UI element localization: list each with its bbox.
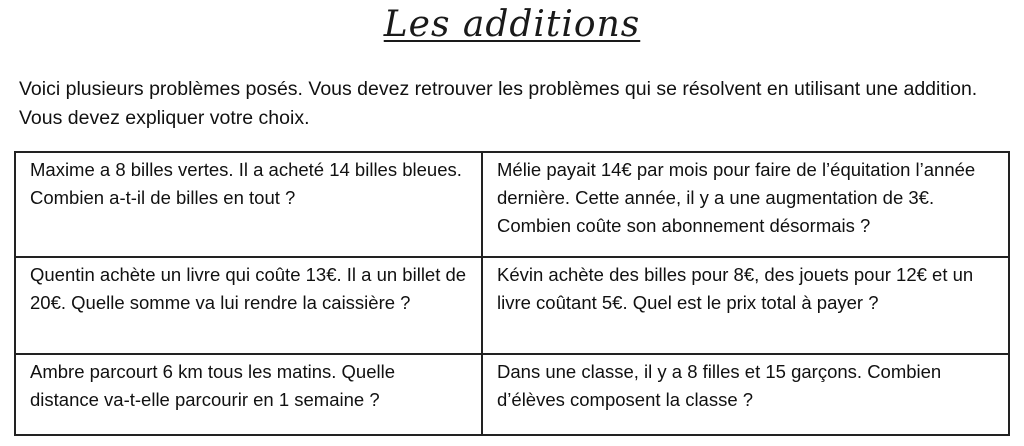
problem-cell-ambre: Ambre parcourt 6 km tous les matins. Quelle distance va-t-elle parcourir en 1 semaine ? xyxy=(15,354,482,435)
problem-cell-kevin: Kévin achète des billes pour 8€, des jouets pour 12€ et un livre coûtant 5€. Quel est le prix total à payer ? xyxy=(482,257,1009,354)
instructions-paragraph: Voici plusieurs problèmes posés. Vous devez retrouver les problèmes qui se résolvent en utilisant une addition. Vous devez expliquer votre choix. xyxy=(19,78,978,129)
problem-cell-quentin: Quentin achète un livre qui coûte 13€. Il a un billet de 20€. Quelle somme va lui rendre la caissière ? xyxy=(15,257,482,354)
table-row xyxy=(15,354,1009,435)
problem-cell-maxime: Maxime a 8 billes vertes. Il a acheté 14 billes bleues. Combien a-t-il de billes en tout ? xyxy=(15,152,482,257)
table-row xyxy=(15,152,1009,257)
worksheet-title: Les additions xyxy=(383,4,641,45)
table-row xyxy=(15,257,1009,354)
title-container xyxy=(0,0,1024,46)
problem-cell-melie: Mélie payait 14€ par mois pour faire de l’équitation l’année dernière. Cette année, il y a une augmentation de 3€. Combien coûte son abonnement désormais ? xyxy=(482,152,1009,257)
problem-cell-classe: Dans une classe, il y a 8 filles et 15 garçons. Combien d’élèves composent la classe ? xyxy=(482,354,1009,435)
problems-table xyxy=(14,151,1010,436)
